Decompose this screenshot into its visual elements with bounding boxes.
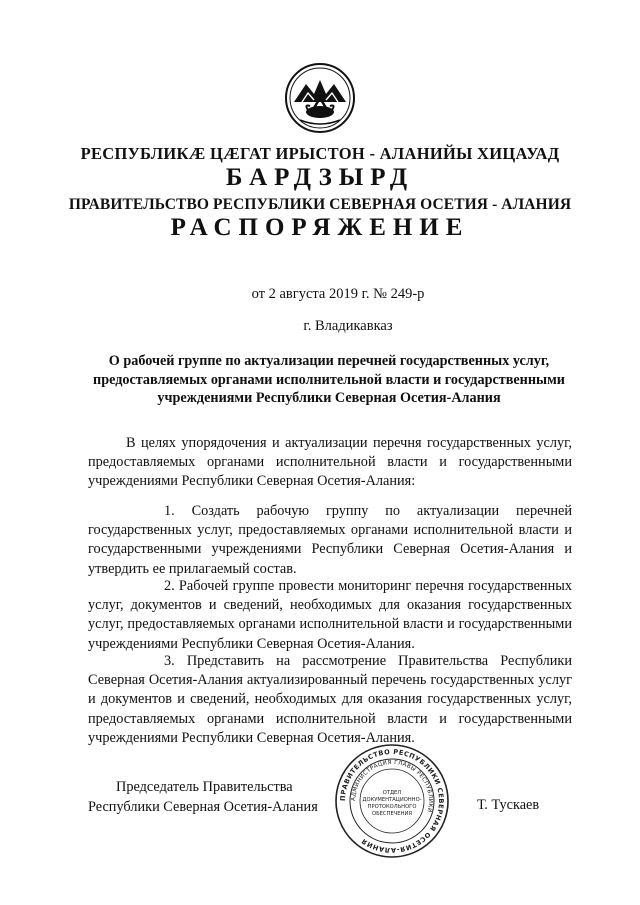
signatory-name: Т. Тускаев (477, 797, 540, 813)
seal-inner-text: АДМИНИСТРАЦИЯ ГЛАВЫ РЕСПУБЛИКИ (350, 759, 434, 814)
signatory-position-line2: Республики Северная Осетия-Алания (88, 798, 318, 815)
coat-of-arms-icon (284, 62, 356, 134)
signatory-position (88, 778, 318, 817)
item-number: 1. (164, 503, 175, 519)
seal-outer-text: ПРАВИТЕЛЬСТВО РЕСПУБЛИКИ СЕВЕРНАЯ ОСЕТИЯ-АЛАНИЯ (338, 747, 446, 855)
seal-center-line: ПРОТОКОЛЬНОГО (367, 804, 417, 810)
document-city: г. Владикавказ (303, 318, 393, 334)
doc-type-russian: РАСПОРЯЖЕНИЕ (170, 214, 470, 241)
document-subject: О рабочей группе по актуализации перечней государственных услуг, предоставляемых органами исполнительной власти и государственными учреждениями Республики Северная Осетия-Алания (93, 353, 565, 406)
signatory-position-line1: Председатель Правительства (116, 779, 293, 795)
seal-center-line: ОТДЕЛ (382, 790, 402, 796)
order-item (88, 652, 572, 748)
header-title-russian: ПРАВИТЕЛЬСТВО РЕСПУБЛИКИ СЕВЕРНАЯ ОСЕТИЯ - АЛАНИЯ (68, 196, 572, 213)
document-date-number: от 2 августа 2019 г. № 249-р (251, 286, 425, 302)
preamble-paragraph: В целях упорядочения и актуализации перечня государственных услуг, предоставляемых органами исполнительной власти и государственными учреждениями Республики Северная Осетия-Алания: (88, 435, 572, 490)
item-number: 2. (164, 578, 175, 594)
item-text: Создать рабочую группу по актуализации перечней государственных услуг, предоставляемых органами исполнительной власти и государственными учреждениями Республики Северная Осетия-Алания и утвердить ее прилагаемый состав. (88, 503, 572, 577)
official-seal-icon (333, 742, 451, 860)
order-item (88, 577, 572, 654)
seal-center-line: ДОКУМЕНТАЦИОННО- (362, 797, 422, 803)
doc-type-ossetian: БАРДЗЫРД (225, 164, 415, 191)
item-number: 3. (164, 653, 175, 669)
item-text: Представить на рассмотрение Правительства Республики Северная Осетия-Алания актуализированный перечень государственных услуг и документов и сведений, необходимых для оказания государственных услуг, предоставляемых органами исполнительной власти и государственными учреждениями Республики Северная Осетия-Алания. (88, 653, 572, 746)
header-title-ossetian: РЕСПУБЛИКӔ ЦӔГАТ ИРЫСТОН - АЛАНИЙЫ ХИЦАУАД (80, 144, 560, 163)
seal-center-line: ОБЕСПЕЧЕНИЯ (372, 811, 412, 817)
order-item (88, 502, 572, 579)
item-text: Рабочей группе провести мониторинг перечня государственных услуг, документов и сведений, необходимых для оказания государственных услуг, предоставляемых органами исполнительной власти и государственными учреждениями Республики Северная Осетия-Алания. (88, 578, 572, 652)
